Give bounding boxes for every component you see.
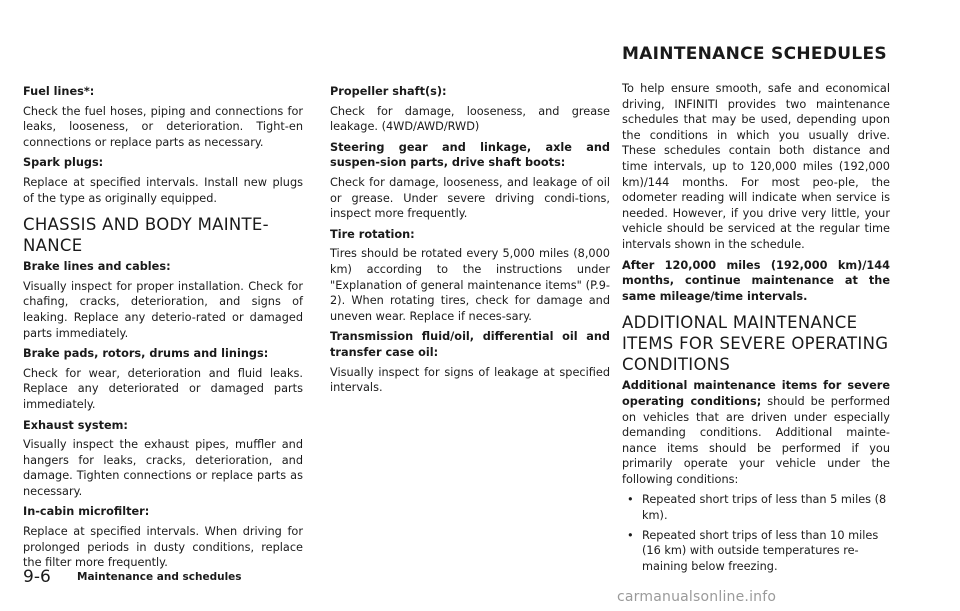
section-heading-chassis: CHASSIS AND BODY MAINTE-NANCE (23, 215, 269, 256)
fuel-lines-heading: Fuel lines*: (23, 85, 95, 98)
exhaust-heading: Exhaust system: (23, 418, 128, 432)
transmission-text: Visually inspect for signs of leakage at specified intervals. (330, 365, 610, 395)
column-right (622, 81, 890, 578)
page-title: MAINTENANCE SCHEDULES (622, 44, 887, 64)
tire-rotation-heading: Tire rotation: (330, 227, 415, 241)
list-item (622, 528, 890, 575)
brake-lines-text: Visually inspect for proper installation. Check for chafing, cracks, deterioration, and signs of leaking. Replace any deterio-rated or damaged parts immediately. (23, 279, 303, 340)
propeller-text: Check for damage, looseness, and grease leakage. (4WD/AWD/RWD) (330, 104, 610, 134)
brake-pads-heading: Brake pads, rotors, drums and linings: (23, 347, 269, 361)
severe-conditions-list (622, 492, 890, 574)
footer-title: Maintenance and schedules (77, 571, 242, 583)
bullet-icon: • (627, 493, 634, 507)
intro-text: To help ensure smooth, safe and economical driving, INFINITI provides two maintenance schedules that may be used, depending upon the conditions in which you usually drive. These schedules contain both distance and time intervals, up to 120,000 miles (192,000 km)/144 months. For most peo-ple, the odometer reading will indicate when service is needed. However, if you drive very little, your vehicle should be serviced at the regular time intervals shown in the schedule. (622, 82, 890, 251)
brake-pads-text: Check for wear, deterioration and fluid leaks. Replace any deteriorated or damaged parts immediately. (23, 366, 303, 411)
list-item-text: Repeated short trips of less than 10 miles (16 km) with outside temperatures re-maining below freezing. (642, 528, 879, 573)
cabin-filter-text: Replace at specified intervals. When driving for prolonged periods in dusty conditions, replace the filter more frequently. (23, 525, 303, 570)
column-middle (330, 84, 610, 401)
cabin-filter-heading: In-cabin microfilter: (23, 505, 150, 519)
transmission-heading: Transmission fluid/oil, differential oil and transfer case oil: (330, 330, 610, 359)
exhaust-text: Visually inspect the exhaust pipes, muffler and hangers for leaks, cracks, deterioration, and damage. Tighten connections or replace parts as necessary. (23, 438, 303, 498)
column-left (23, 84, 303, 576)
after-interval-note: After 120,000 miles (192,000 km)/144 months, continue maintenance at the same mileage/time intervals. (622, 258, 890, 303)
steering-heading: Steering gear and linkage, axle and suspen-sion parts, drive shaft boots: (330, 140, 610, 170)
brake-lines-heading: Brake lines and cables: (23, 260, 171, 274)
spark-plugs-heading: Spark plugs: (23, 156, 104, 170)
section-heading-severe: ADDITIONAL MAINTENANCE ITEMS FOR SEVERE OPERATING CONDITIONS (622, 313, 889, 375)
tire-rotation-text: Tires should be rotated every 5,000 miles (8,000 km) according to the instructions under "Explanation of general maintenance items" (P.9-2). When rotating tires, check for damage and uneven wear. Replace if neces-sary. (330, 247, 610, 323)
list-item-text: Repeated short trips of less than 5 miles (8 km). (642, 493, 887, 523)
list-item (622, 492, 890, 523)
severe-intro-rest: should be performed on vehicles that are driven under especially demanding conditions. Additional mainte-nance items should be performed if you primarily operate your vehicle under the following conditions: (622, 394, 890, 486)
bullet-icon: • (627, 528, 634, 542)
severe-intro-bold: Additional maintenance items for severe operating conditions; (622, 379, 890, 408)
page-number: 9-6 (23, 567, 51, 587)
watermark: carmanualsonline.info (617, 589, 777, 605)
spark-plugs-text: Replace at specified intervals. Install new plugs of the type as originally equipped. (23, 175, 303, 205)
steering-text: Check for damage, looseness, and leakage of oil or grease. Under severe driving condi-tions, inspect more frequently. (330, 175, 610, 221)
fuel-lines-text: Check the fuel hoses, piping and connections for leaks, looseness, or deterioration. Tight-en connections or replace parts as necessary. (23, 104, 303, 149)
severe-intro-text (622, 378, 890, 487)
propeller-heading: Propeller shaft(s): (330, 85, 447, 98)
